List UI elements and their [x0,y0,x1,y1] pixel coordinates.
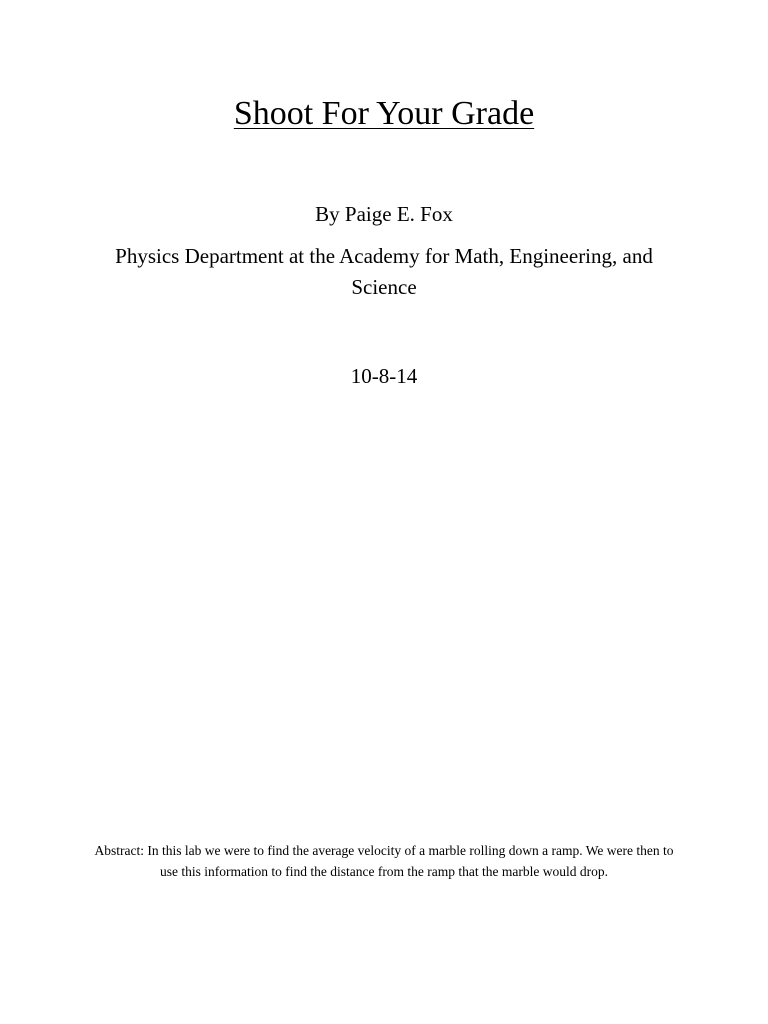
author-line: By Paige E. Fox [315,202,453,226]
abstract-text: Abstract: In this lab we were to find the average velocity of a marble rolling down a ramp. We were then to use this information to find the distance from the ramp that the marble would drop. [94,843,674,879]
document-title: Shoot For Your Grade [233,95,535,132]
document-date: 10-8-14 [350,364,418,388]
affiliation-line: Physics Department at the Academy for Math, Engineering, and Science [115,244,653,299]
